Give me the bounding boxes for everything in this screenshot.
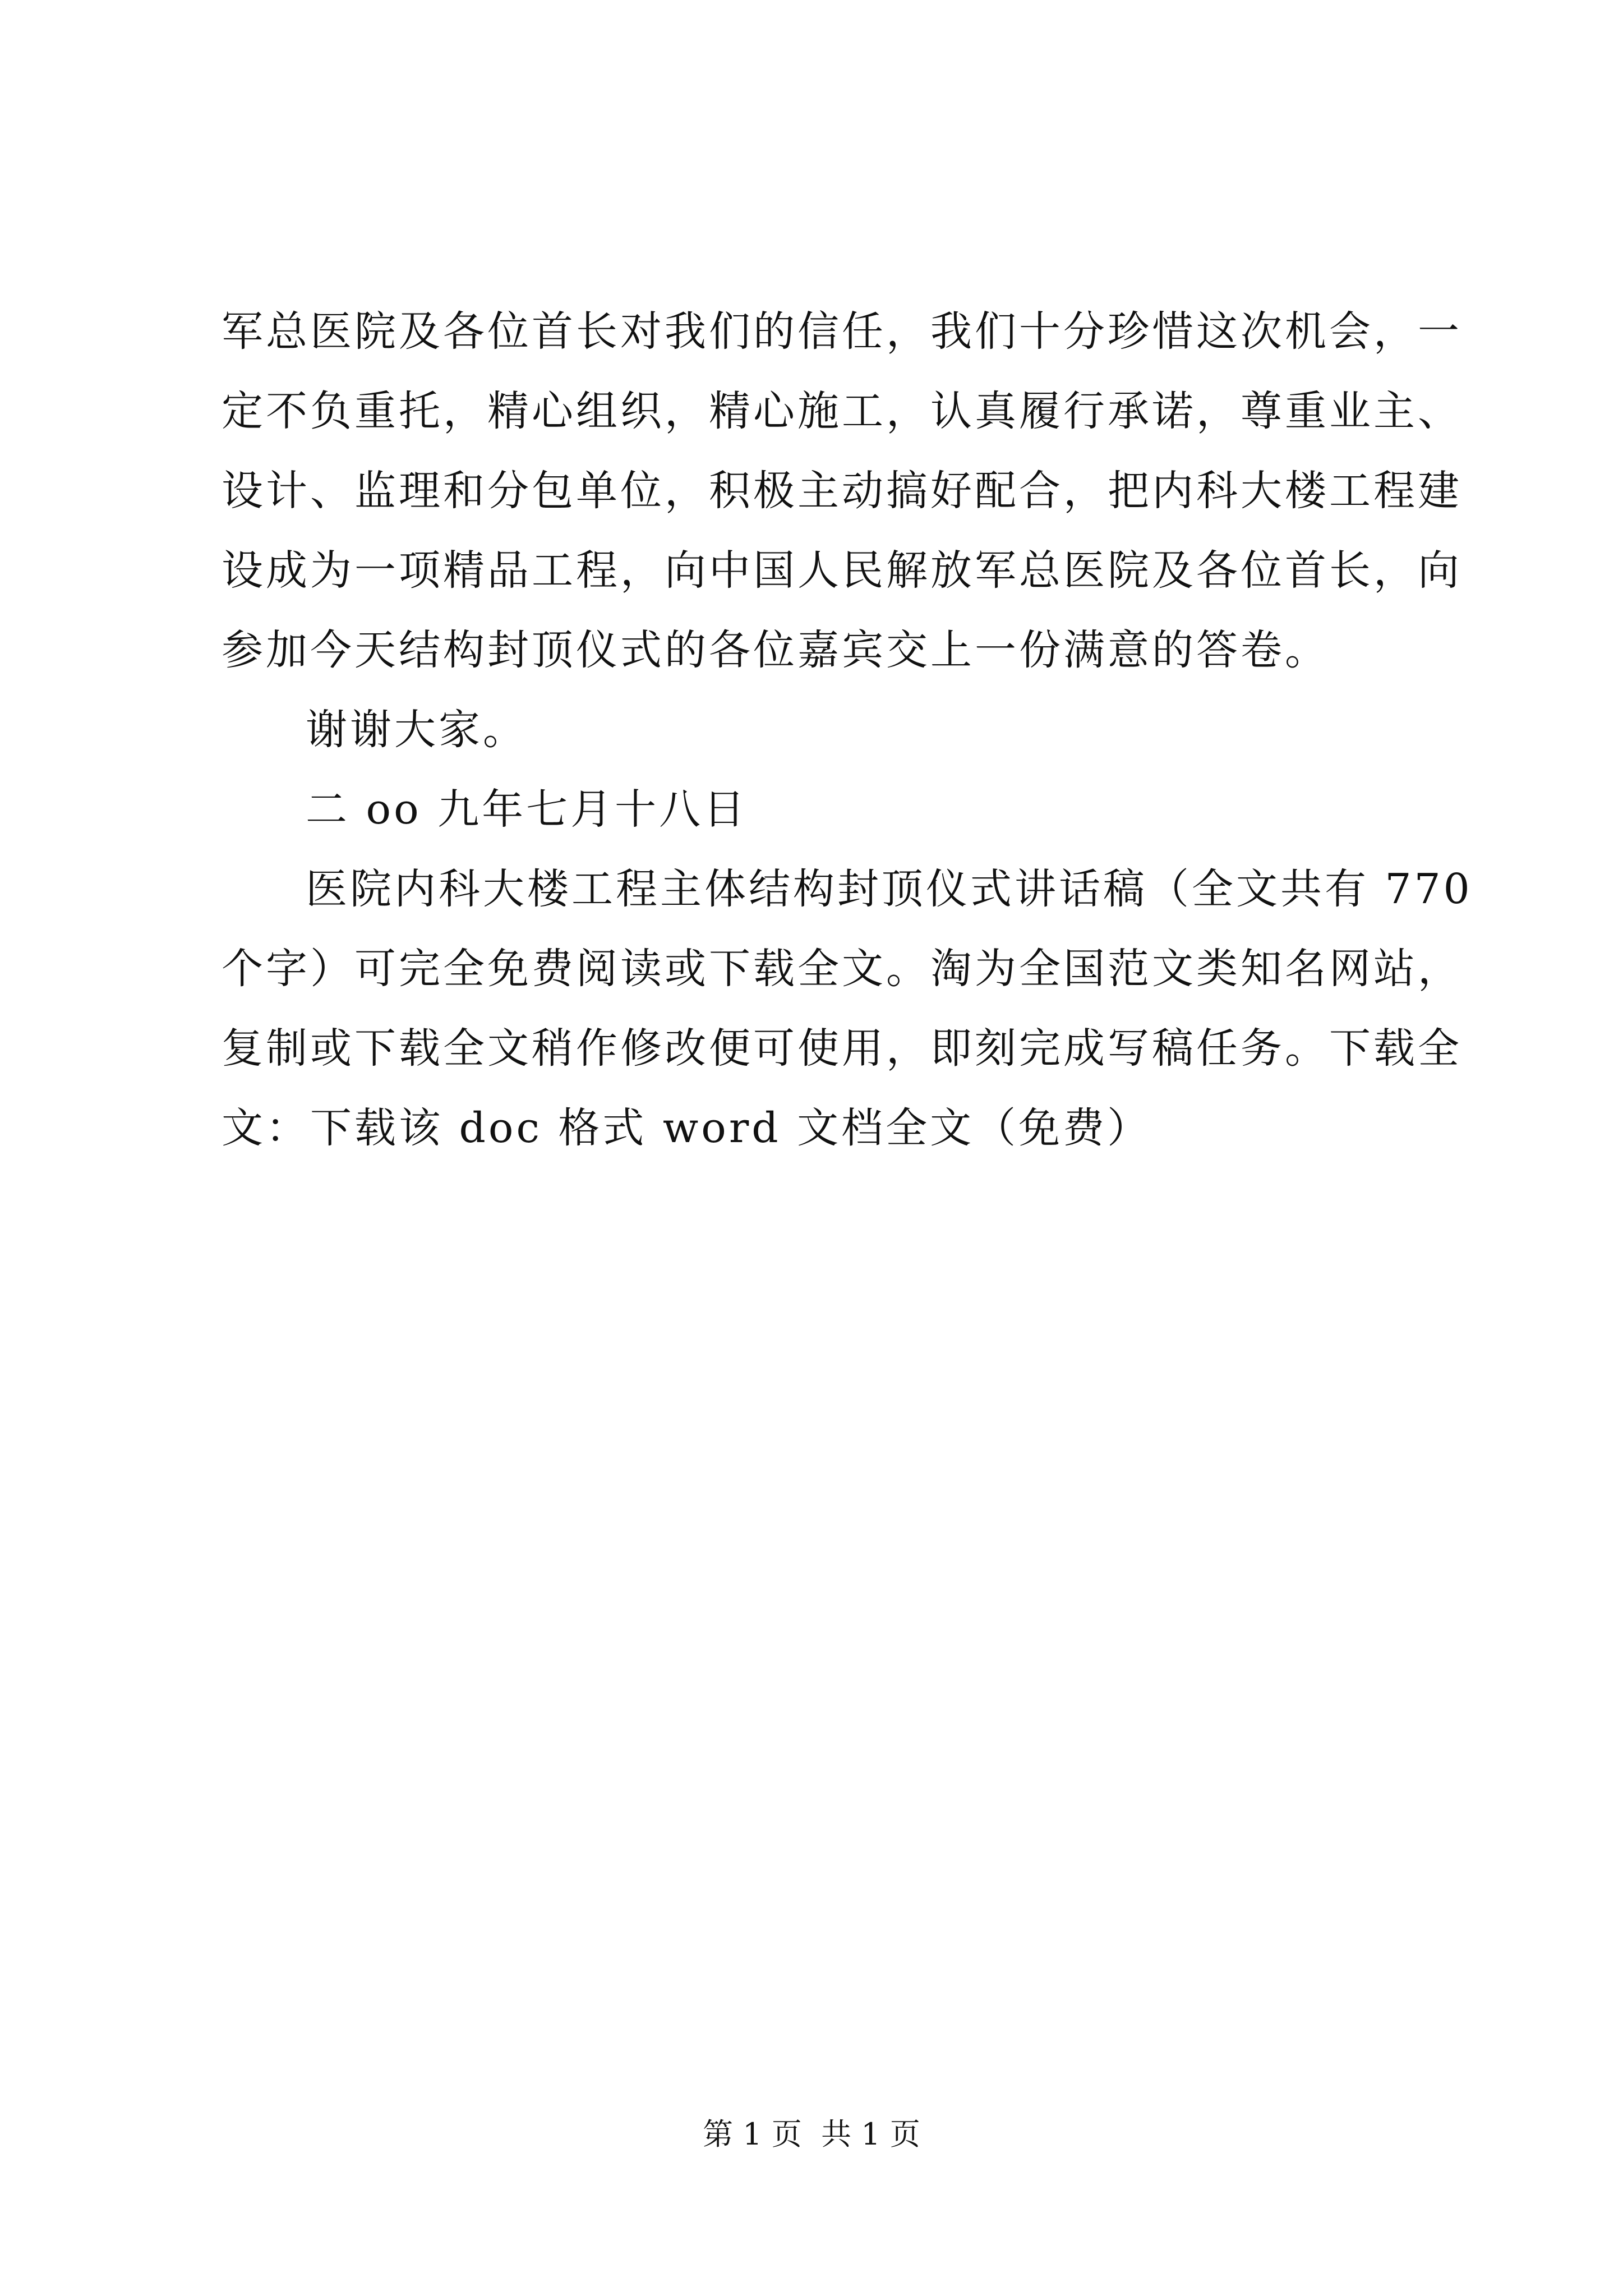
thanks-line: 谢谢大家。 xyxy=(306,706,527,754)
date-line: 二 oo 九年七月十八日 xyxy=(306,785,748,834)
page-number: 第 1 页 共 1 页 xyxy=(703,2116,920,2152)
notice-line-2: 个字）可完全免费阅读或下载全文。淘为全国范文类知名网站， xyxy=(222,945,1462,993)
body-line-1: 军总医院及各位首长对我们的信任，我们十分珍惜这次机会，一 xyxy=(222,307,1462,356)
notice-line-4: 文：下载该 doc 格式 word 文档全文（免费） xyxy=(222,1104,1152,1152)
body-line-2: 定不负重托，精心组织，精心施工，认真履行承诺，尊重业主、 xyxy=(222,387,1462,435)
body-line-3: 设计、监理和分包单位，积极主动搞好配合，把内科大楼工程建 xyxy=(222,467,1462,515)
body-line-5: 参加今天结构封顶仪式的各位嘉宾交上一份满意的答卷。 xyxy=(222,626,1329,674)
document-body xyxy=(222,292,1473,1168)
page-footer xyxy=(0,2115,1623,2154)
body-line-4: 设成为一项精品工程，向中国人民解放军总医院及各位首长，向 xyxy=(222,546,1462,595)
notice-line-1: 医院内科大楼工程主体结构封顶仪式讲话稿（全文共有 770 xyxy=(306,865,1473,913)
notice-line-3: 复制或下载全文稍作修改便可使用，即刻完成写稿任务。下载全 xyxy=(222,1024,1462,1073)
